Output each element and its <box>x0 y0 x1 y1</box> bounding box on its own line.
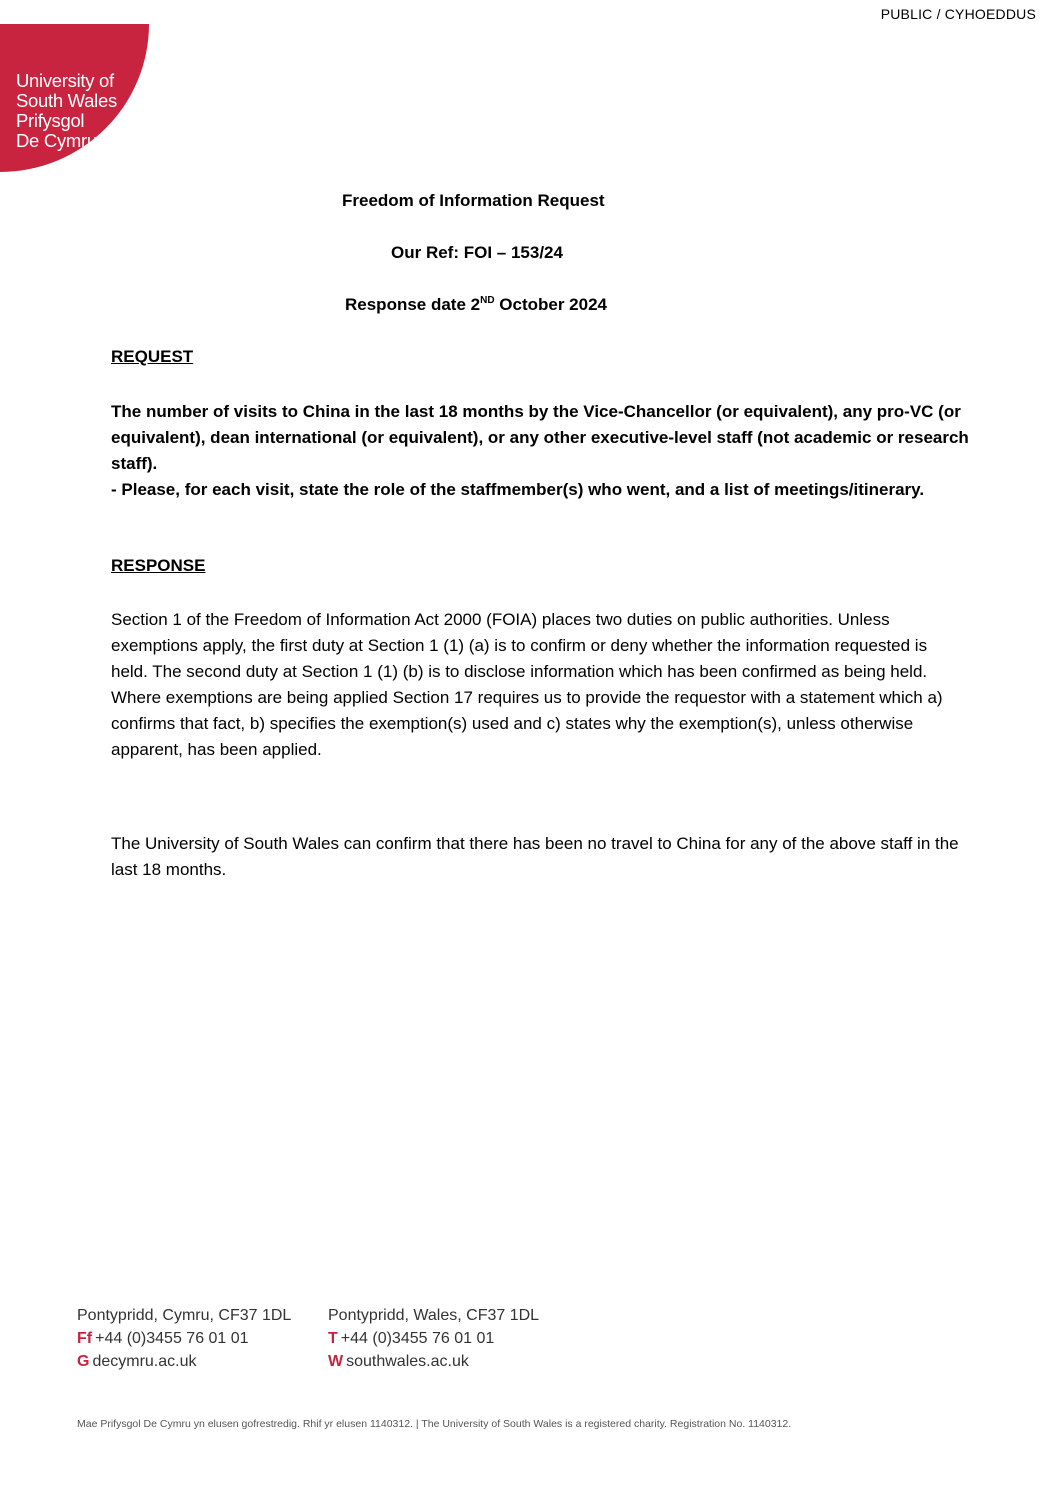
footer-welsh-address: Pontypridd, Cymru, CF37 1DL <box>77 1307 292 1324</box>
footer-welsh-contact <box>77 1304 291 1373</box>
footer-english-address: Pontypridd, Wales, CF37 1DL <box>328 1307 540 1324</box>
response-date-suffix: October 2024 <box>494 295 608 314</box>
reference-number: Our Ref: FOI – 153/24 <box>391 243 563 262</box>
footer-english-phone: +44 (0)3455 76 01 01 <box>340 1330 495 1347</box>
footer-english-web-row <box>328 1350 539 1373</box>
footer-english-phone-row <box>328 1327 539 1350</box>
footer-english-contact <box>328 1304 539 1373</box>
logo-text <box>16 71 117 151</box>
request-heading: REQUEST <box>111 347 194 366</box>
response-heading: RESPONSE <box>111 556 206 575</box>
footer-welsh-web: decymru.ac.uk <box>92 1353 197 1370</box>
footer-welsh-phone-label: Ff <box>77 1330 93 1347</box>
footer-welsh-web-row <box>77 1350 291 1373</box>
response-date-ordinal: ND <box>480 295 495 306</box>
footer-english-phone-label: T <box>328 1330 338 1347</box>
footer-welsh-web-label: G <box>77 1353 90 1370</box>
response-date-prefix: Response date 2 <box>345 295 481 314</box>
logo-line-4: De Cymru <box>16 130 97 151</box>
response-paragraph-2: The University of South Wales can confirm that there has been no travel to China for any of the above staff in the last 18 months. <box>111 834 959 879</box>
response-date <box>345 295 607 315</box>
request-text-1: The number of visits to China in the last 18 months by the Vice-Chancellor (or equivalent), any pro-VC (or equivalent), dean international (or equivalent), or any other executive-level staff (not academic or research staff). <box>111 402 969 473</box>
request-text-2: - Please, for each visit, state the role of the staffmember(s) who went, and a list of meetings/itinerary. <box>111 480 925 499</box>
footer-welsh-phone-row <box>77 1327 291 1350</box>
logo-line-2: South Wales <box>16 90 117 111</box>
footer-welsh-phone: +44 (0)3455 76 01 01 <box>95 1330 249 1347</box>
footer-english-web: southwales.ac.uk <box>346 1353 469 1370</box>
request-body <box>111 399 971 503</box>
university-logo <box>0 24 149 172</box>
logo-line-1: University of <box>16 70 114 91</box>
classification-label: PUBLIC / CYHOEDDUS <box>880 6 1036 22</box>
response-paragraph-1: Section 1 of the Freedom of Information Act 2000 (FOIA) places two duties on public authorities. Unless exemptions apply, the first duty at Section 1 (1) (a) is to confirm or deny whether the information requested is held. The second duty at Section 1 (1) (b) is to disclose information which has been confirmed as being held. Where exemptions are being applied Section 17 requires us to provide the requestor with a statement which a) confirms that fact, b) specifies the exemption(s) used and c) states why the exemption(s), unless otherwise apparent, has been applied. <box>111 610 943 759</box>
footer-english-web-label: W <box>328 1353 344 1370</box>
document-title: Freedom of Information Request <box>342 191 605 210</box>
logo-line-3: Prifysgol <box>16 110 85 131</box>
charity-statement: Mae Prifysgol De Cymru yn elusen gofrestredig. Rhif yr elusen 1140312. | The University of South Wales is a registered charity. Registration No. 1140312. <box>77 1418 792 1430</box>
